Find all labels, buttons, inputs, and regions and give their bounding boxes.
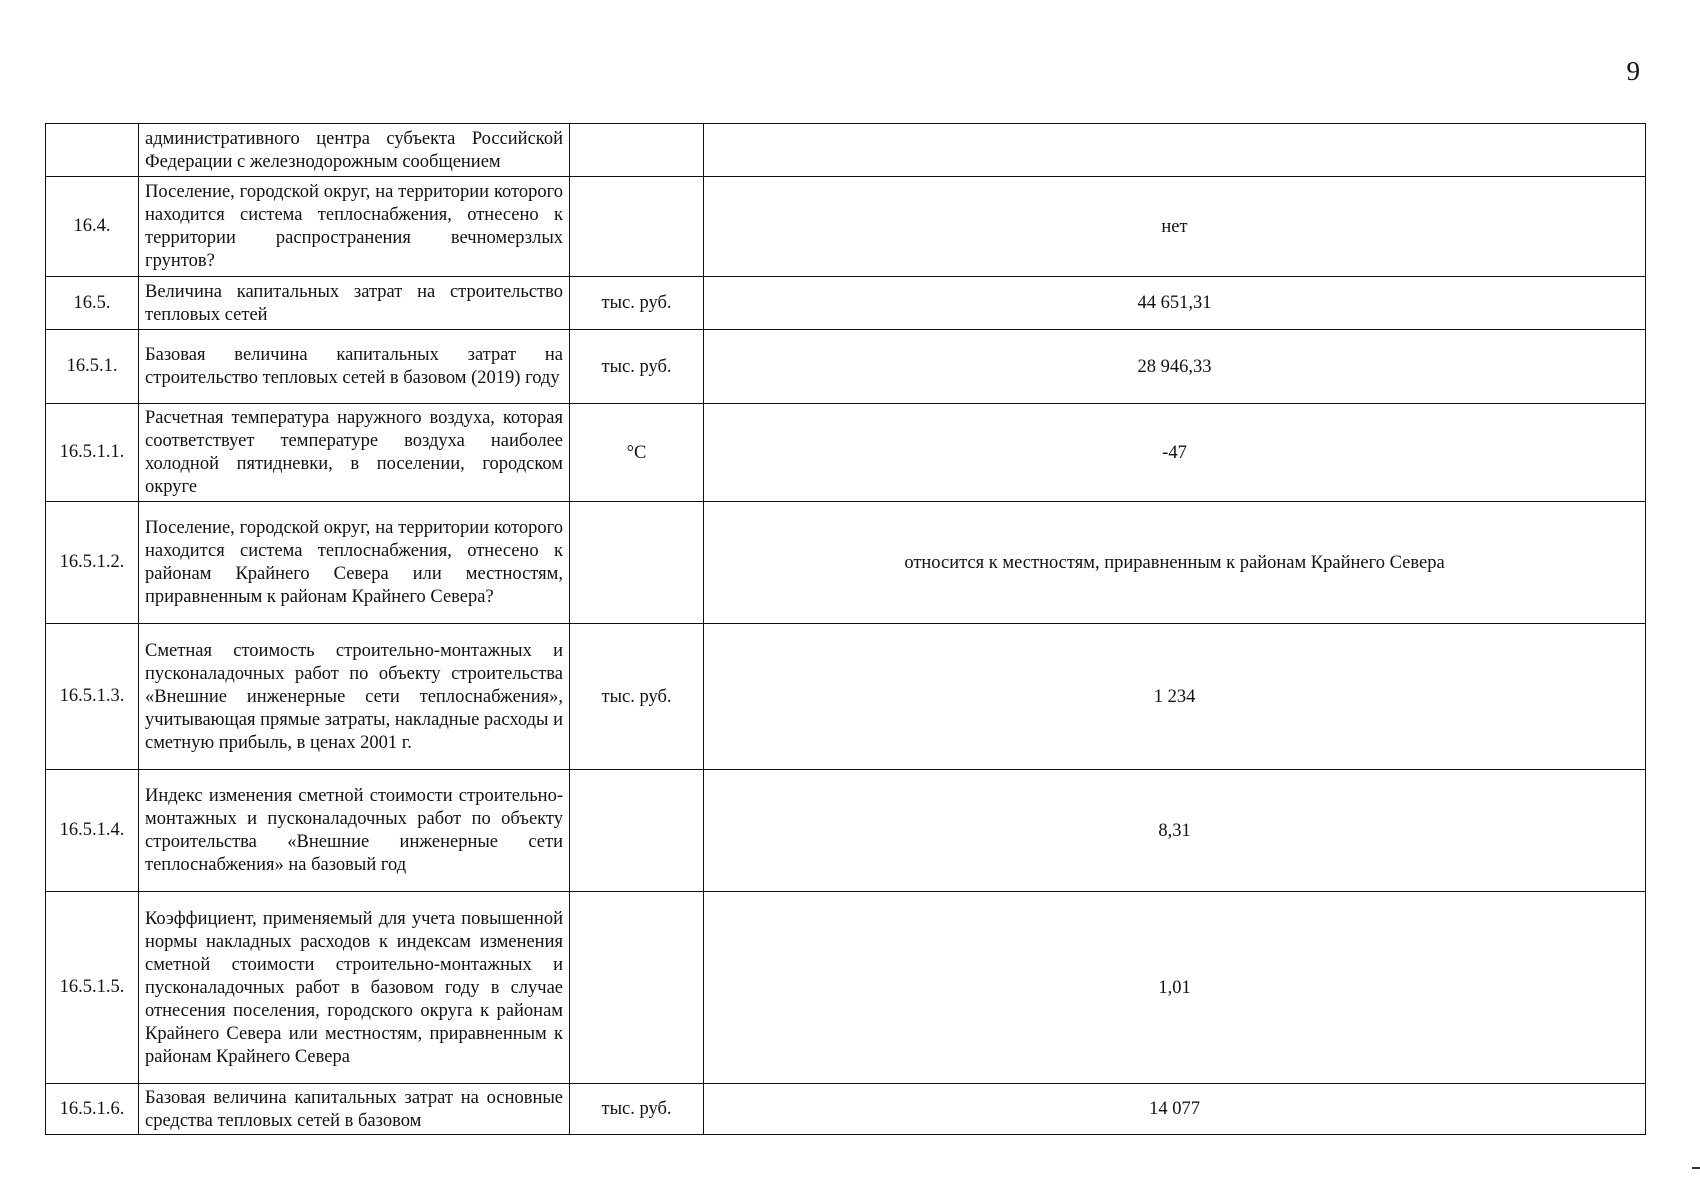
row-unit: тыс. руб. — [570, 277, 704, 330]
row-unit: тыс. руб. — [570, 1084, 704, 1135]
row-unit — [570, 770, 704, 892]
scan-edge-mark — [1692, 1167, 1700, 1169]
page-number: 9 — [1626, 56, 1640, 86]
row-unit — [570, 124, 704, 177]
row-description: Поселение, городской округ, на территории которого находится система теплоснабжения, отнесено к территории распространения вечномерзлых грунтов? — [139, 177, 570, 277]
table-row — [46, 770, 1646, 892]
row-value: 14 077 — [704, 1084, 1646, 1135]
row-description: Индекс изменения сметной стоимости строительно-монтажных и пусконаладочных работ по объекту строительства «Внешние инженерные сети теплоснабжения» на базовый год — [139, 770, 570, 892]
row-description: Базовая величина капитальных затрат на строительство тепловых сетей в базовом (2019) году — [139, 330, 570, 404]
row-value — [704, 124, 1646, 177]
row-number: 16.5.1.4. — [46, 770, 139, 892]
table-row — [46, 124, 1646, 177]
table-row — [46, 404, 1646, 502]
table-row — [46, 277, 1646, 330]
parameters-table — [45, 123, 1646, 1135]
table-row — [46, 624, 1646, 770]
table-row — [46, 330, 1646, 404]
row-description: административного центра субъекта Российской Федерации с железнодорожным сообщением — [139, 124, 570, 177]
row-unit: тыс. руб. — [570, 330, 704, 404]
row-number: 16.5.1.5. — [46, 892, 139, 1084]
row-description: Базовая величина капитальных затрат на основные средства тепловых сетей в базовом — [139, 1084, 570, 1135]
row-value: 8,31 — [704, 770, 1646, 892]
row-description: Сметная стоимость строительно-монтажных и пусконаладочных работ по объекту строительства «Внешние инженерные сети теплоснабжения», учитывающая прямые затраты, накладные расходы и сметную прибыль, в ценах 2001 г. — [139, 624, 570, 770]
row-value: 1 234 — [704, 624, 1646, 770]
table-row — [46, 892, 1646, 1084]
row-value: 28 946,33 — [704, 330, 1646, 404]
row-value: нет — [704, 177, 1646, 277]
row-number — [46, 124, 139, 177]
row-description: Поселение, городской округ, на территории которого находится система теплоснабжения, отнесено к районам Крайнего Севера или местностям, приравненным к районам Крайнего Севера? — [139, 502, 570, 624]
row-unit — [570, 177, 704, 277]
table-row — [46, 502, 1646, 624]
row-unit — [570, 502, 704, 624]
row-value: 44 651,31 — [704, 277, 1646, 330]
table-row — [46, 1084, 1646, 1135]
table-row — [46, 177, 1646, 277]
row-value: -47 — [704, 404, 1646, 502]
row-description: Расчетная температура наружного воздуха, которая соответствует температуре воздуха наиболее холодной пятидневки, в поселении, городском округе — [139, 404, 570, 502]
row-number: 16.5.1.3. — [46, 624, 139, 770]
row-unit — [570, 892, 704, 1084]
row-description: Коэффициент, применяемый для учета повышенной нормы накладных расходов к индексам изменения сметной стоимости строительно-монтажных и пусконаладочных работ в базовом году в случае отнесения поселения, городского округа к районам Крайнего Севера или местностям, приравненным к районам Крайнего Севера — [139, 892, 570, 1084]
row-number: 16.5. — [46, 277, 139, 330]
row-description: Величина капитальных затрат на строительство тепловых сетей — [139, 277, 570, 330]
row-value: 1,01 — [704, 892, 1646, 1084]
row-number: 16.4. — [46, 177, 139, 277]
row-unit: °С — [570, 404, 704, 502]
row-number: 16.5.1.6. — [46, 1084, 139, 1135]
row-value: относится к местностям, приравненным к районам Крайнего Севера — [704, 502, 1646, 624]
row-number: 16.5.1.2. — [46, 502, 139, 624]
row-number: 16.5.1. — [46, 330, 139, 404]
row-unit: тыс. руб. — [570, 624, 704, 770]
row-number: 16.5.1.1. — [46, 404, 139, 502]
